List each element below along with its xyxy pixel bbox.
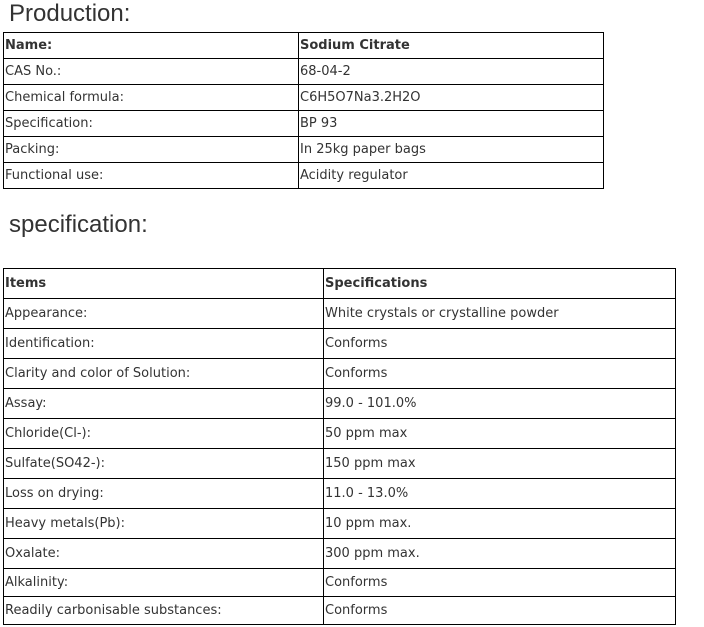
item-cell: Sulfate(SO42-): — [4, 449, 324, 479]
spec-cell: 11.0 - 13.0% — [324, 479, 676, 509]
packing-value: In 25kg paper bags — [299, 137, 604, 163]
item-cell: Alkalinity: — [4, 569, 324, 597]
item-cell: Identification: — [4, 329, 324, 359]
table-row — [4, 509, 676, 539]
specification-table — [3, 268, 676, 625]
items-header: Items — [4, 269, 324, 299]
item-cell: Appearance: — [4, 299, 324, 329]
table-row — [4, 539, 676, 569]
specification-value: BP 93 — [299, 111, 604, 137]
table-row — [4, 137, 604, 163]
table-row — [4, 85, 604, 111]
packing-label: Packing: — [4, 137, 299, 163]
table-row — [4, 389, 676, 419]
formula-label: Chemical formula: — [4, 85, 299, 111]
formula-value: C6H5O7Na3.2H2O — [299, 85, 604, 111]
item-cell: Readily carbonisable substances: — [4, 597, 324, 625]
specifications-header: Specifications — [324, 269, 676, 299]
table-row — [4, 569, 676, 597]
table-row — [4, 59, 604, 85]
spec-cell: White crystals or crystalline powder — [324, 299, 676, 329]
functional-use-value: Acidity regulator — [299, 163, 604, 189]
specification-label: Specification: — [4, 111, 299, 137]
table-row — [4, 419, 676, 449]
spec-cell: Conforms — [324, 359, 676, 389]
table-row — [4, 597, 676, 625]
item-cell: Loss on drying: — [4, 479, 324, 509]
table-row — [4, 163, 604, 189]
name-label: Name: — [4, 33, 299, 59]
cas-label: CAS No.: — [4, 59, 299, 85]
production-table — [3, 32, 604, 189]
table-row — [4, 33, 604, 59]
spec-cell: 99.0 - 101.0% — [324, 389, 676, 419]
functional-use-label: Functional use: — [4, 163, 299, 189]
cas-value: 68-04-2 — [299, 59, 604, 85]
table-row — [4, 111, 604, 137]
table-row — [4, 479, 676, 509]
item-cell: Clarity and color of Solution: — [4, 359, 324, 389]
name-value: Sodium Citrate — [299, 33, 604, 59]
item-cell: Oxalate: — [4, 539, 324, 569]
table-row — [4, 449, 676, 479]
item-cell: Assay: — [4, 389, 324, 419]
item-cell: Heavy metals(Pb): — [4, 509, 324, 539]
table-row — [4, 359, 676, 389]
spec-cell: 50 ppm max — [324, 419, 676, 449]
table-row — [4, 299, 676, 329]
spec-cell: Conforms — [324, 569, 676, 597]
spec-cell: 150 ppm max — [324, 449, 676, 479]
production-heading: Production: — [9, 0, 131, 27]
table-row — [4, 329, 676, 359]
spec-cell: 300 ppm max. — [324, 539, 676, 569]
specification-heading: specification: — [9, 211, 148, 238]
item-cell: Chloride(Cl-): — [4, 419, 324, 449]
table-header-row — [4, 269, 676, 299]
spec-cell: Conforms — [324, 329, 676, 359]
spec-cell: 10 ppm max. — [324, 509, 676, 539]
spec-cell: Conforms — [324, 597, 676, 625]
